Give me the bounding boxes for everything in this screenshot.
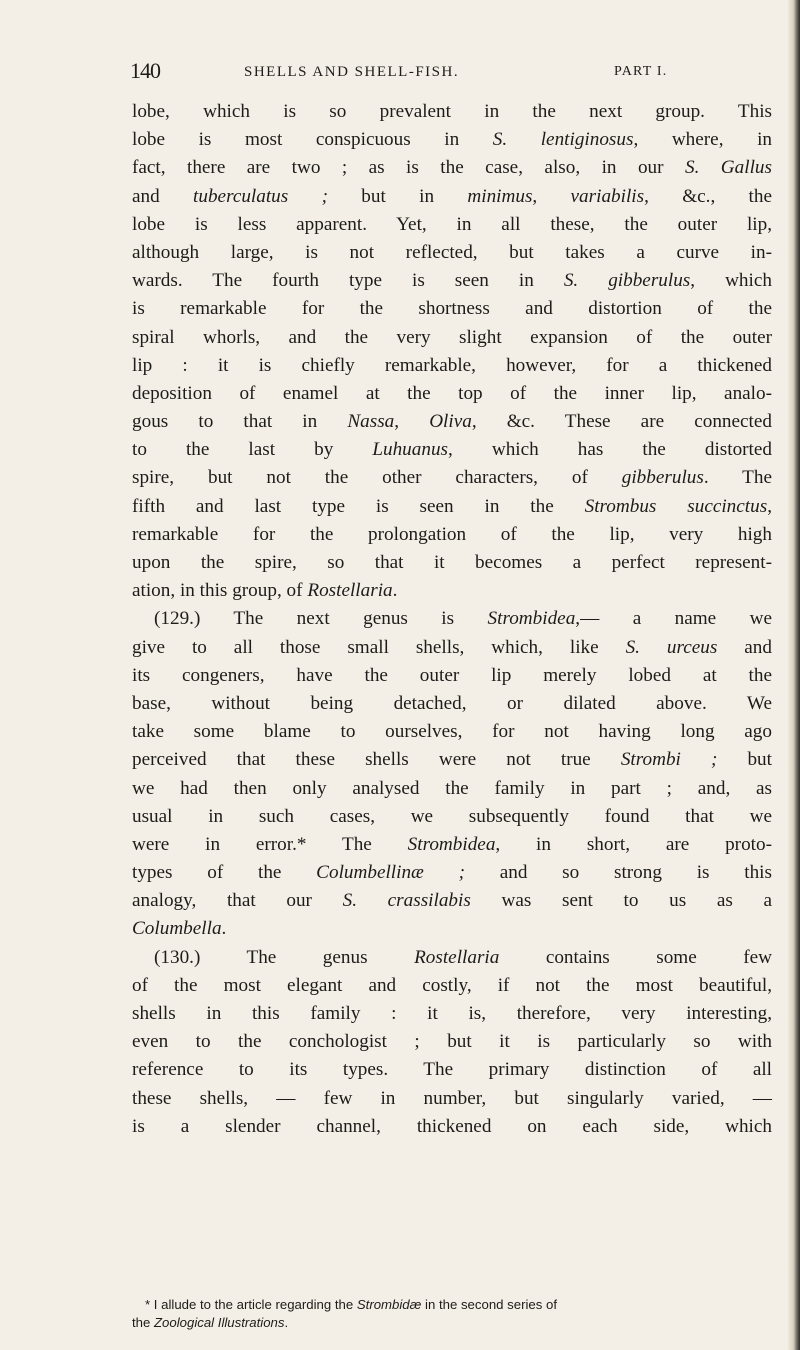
text-line: types of the Columbellinæ ; and so strong is this	[132, 862, 772, 884]
text-line: upon the spire, so that it becomes a perfect represent-	[132, 552, 772, 573]
text-line: shells in this family : it is, therefore, very interesting,	[132, 1003, 772, 1024]
text-line: (129.) The next genus is Strombidea,— a name we	[154, 608, 772, 630]
text-line: lobe, which is so prevalent in the next group. This	[132, 101, 772, 122]
text-line: of the most elegant and costly, if not the most beautiful,	[132, 974, 772, 996]
text-line: gous to that in Nassa, Oliva, &c. These are connected	[132, 411, 772, 433]
text-line: analogy, that our S. crassilabis was sent to us as a	[132, 890, 772, 912]
text-line: fact, there are two ; as is the case, also, in our S. Gallus	[132, 157, 772, 179]
footnote-line: * I allude to the article regarding the Strombidæ in the second series of	[145, 1297, 557, 1312]
text-line: usual in such cases, we subsequently found that we	[132, 805, 772, 827]
text-line: wards. The fourth type is seen in S. gibberulus, which	[132, 270, 772, 292]
text-line: deposition of enamel at the top of the inner lip, analo-	[132, 382, 772, 404]
footnote	[132, 1296, 772, 1332]
page-number: 140	[130, 58, 160, 83]
text-line: lobe is less apparent. Yet, in all these, the outer lip,	[132, 213, 772, 235]
body-text	[132, 98, 772, 1141]
text-line: even to the conchologist ; but it is particularly so with	[132, 1031, 772, 1053]
text-line: these shells, — few in number, but singularly varied, —	[132, 1087, 772, 1109]
text-line: fifth and last type is seen in the Strombus succinctus,	[132, 495, 772, 517]
text-line: we had then only analysed the family in part ; and, as	[132, 777, 772, 799]
text-line: (130.) The genus Rostellaria contains some few	[154, 946, 772, 968]
running-header	[130, 58, 770, 88]
text-line: its congeners, have the outer lip merely lobed at the	[132, 664, 772, 686]
text-line: Columbella.	[132, 918, 227, 940]
text-line: base, without being detached, or dilated above. We	[132, 692, 772, 714]
text-line: remarkable for the prolongation of the lip, very high	[132, 523, 772, 545]
text-line: is remarkable for the shortness and distortion of the	[132, 298, 772, 320]
text-line: spire, but not the other characters, of gibberulus. The	[132, 467, 773, 489]
part-label: PART I.	[614, 64, 668, 79]
text-line: ation, in this group, of Rostellaria.	[132, 580, 398, 602]
text-line: give to all those small shells, which, like S. urceus and	[132, 636, 772, 658]
text-line: perceived that these shells were not true Strombi ; but	[132, 749, 772, 771]
text-line: take some blame to ourselves, for not having long ago	[132, 721, 772, 743]
text-line: to the last by Luhuanus, which has the distorted	[132, 439, 773, 461]
text-line: although large, is not reflected, but takes a curve in-	[132, 241, 772, 263]
text-line: were in error.* The Strombidea, in short, are proto-	[132, 833, 772, 855]
text-line: lobe is most conspicuous in S. lentiginosus, where, in	[132, 129, 772, 151]
text-line: lip : it is chiefly remarkable, however, for a thickened	[132, 354, 772, 376]
footnote-line: the Zoological Illustrations.	[132, 1315, 289, 1330]
text-line: is a slender channel, thickened on each side, which	[132, 1115, 772, 1137]
text-line: reference to its types. The primary distinction of all	[132, 1059, 772, 1081]
text-line: and tuberculatus ; but in minimus, variabilis, &c., the	[132, 185, 773, 207]
text-line: spiral whorls, and the very slight expansion of the outer	[132, 326, 772, 348]
page-edge-shadow	[788, 0, 800, 1350]
running-title: SHELLS AND SHELL-FISH.	[244, 64, 460, 80]
